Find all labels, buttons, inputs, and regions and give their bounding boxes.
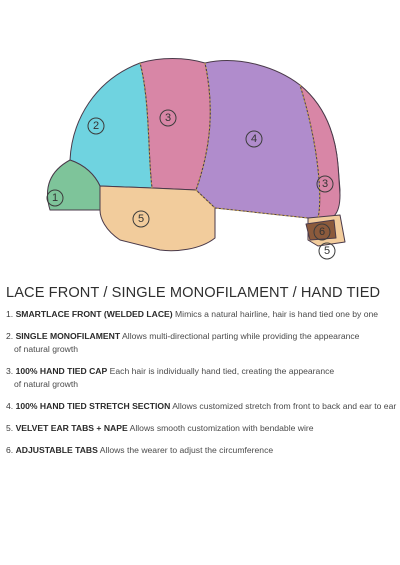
feature-description: Mimics a natural hairline, hair is hand tied one by one	[175, 309, 379, 319]
feature-number: 4.	[6, 401, 14, 411]
svg-text:4: 4	[250, 133, 258, 145]
svg-text:3: 3	[321, 178, 329, 190]
feature-continuation: of natural growth	[14, 344, 79, 354]
feature-description: Allows the wearer to adjust the circumference	[99, 445, 274, 455]
svg-text:5: 5	[323, 245, 331, 257]
wig-cap-diagram	[0, 0, 400, 270]
feature-description: Allows customized stretch from front to back and ear to ear	[172, 401, 397, 411]
feature-item-6	[6, 444, 398, 457]
cap-construction-title: LACE FRONT / SINGLE MONOFILAMENT / HAND TIED	[6, 285, 381, 301]
callout-3-back	[317, 176, 333, 192]
feature-item-2	[6, 330, 398, 356]
feature-heading: 100% HAND TIED STRETCH SECTION	[15, 401, 171, 411]
feature-number: 3.	[6, 366, 14, 376]
feature-heading: SMARTLACE FRONT (WELDED LACE)	[15, 309, 173, 319]
feature-heading: VELVET EAR TABS + NAPE	[15, 423, 128, 433]
svg-text:5: 5	[137, 213, 145, 225]
callout-4	[246, 131, 262, 147]
callout-5-ear	[133, 211, 149, 227]
feature-item-4	[6, 400, 398, 413]
callout-3-middle	[160, 110, 176, 126]
feature-item-1	[6, 308, 398, 321]
feature-heading: 100% HAND TIED CAP	[15, 366, 108, 376]
callout-1	[47, 190, 63, 206]
section-5-ear-tab	[100, 186, 215, 251]
svg-text:6: 6	[318, 226, 326, 238]
feature-list	[6, 308, 398, 457]
feature-number: 2.	[6, 331, 14, 341]
feature-continuation: of natural growth	[14, 379, 79, 389]
callout-6	[314, 224, 330, 240]
callout-5-nape	[319, 243, 335, 259]
feature-number: 5.	[6, 423, 14, 433]
feature-heading: SINGLE MONOFILAMENT	[15, 331, 121, 341]
feature-number: 6.	[6, 445, 14, 455]
feature-description: Each hair is individually hand tied, creating the appearance	[109, 366, 335, 376]
svg-text:1: 1	[51, 192, 59, 204]
feature-number: 1.	[6, 309, 14, 319]
svg-text:2: 2	[92, 120, 100, 132]
feature-item-3	[6, 365, 398, 391]
feature-description: Allows multi-directional parting while providing the appearance	[122, 331, 360, 341]
feature-description: Allows smooth customization with bendable wire	[129, 423, 314, 433]
svg-text:3: 3	[164, 112, 172, 124]
feature-item-5	[6, 422, 398, 435]
callout-2	[88, 118, 104, 134]
feature-heading: ADJUSTABLE TABS	[15, 445, 98, 455]
